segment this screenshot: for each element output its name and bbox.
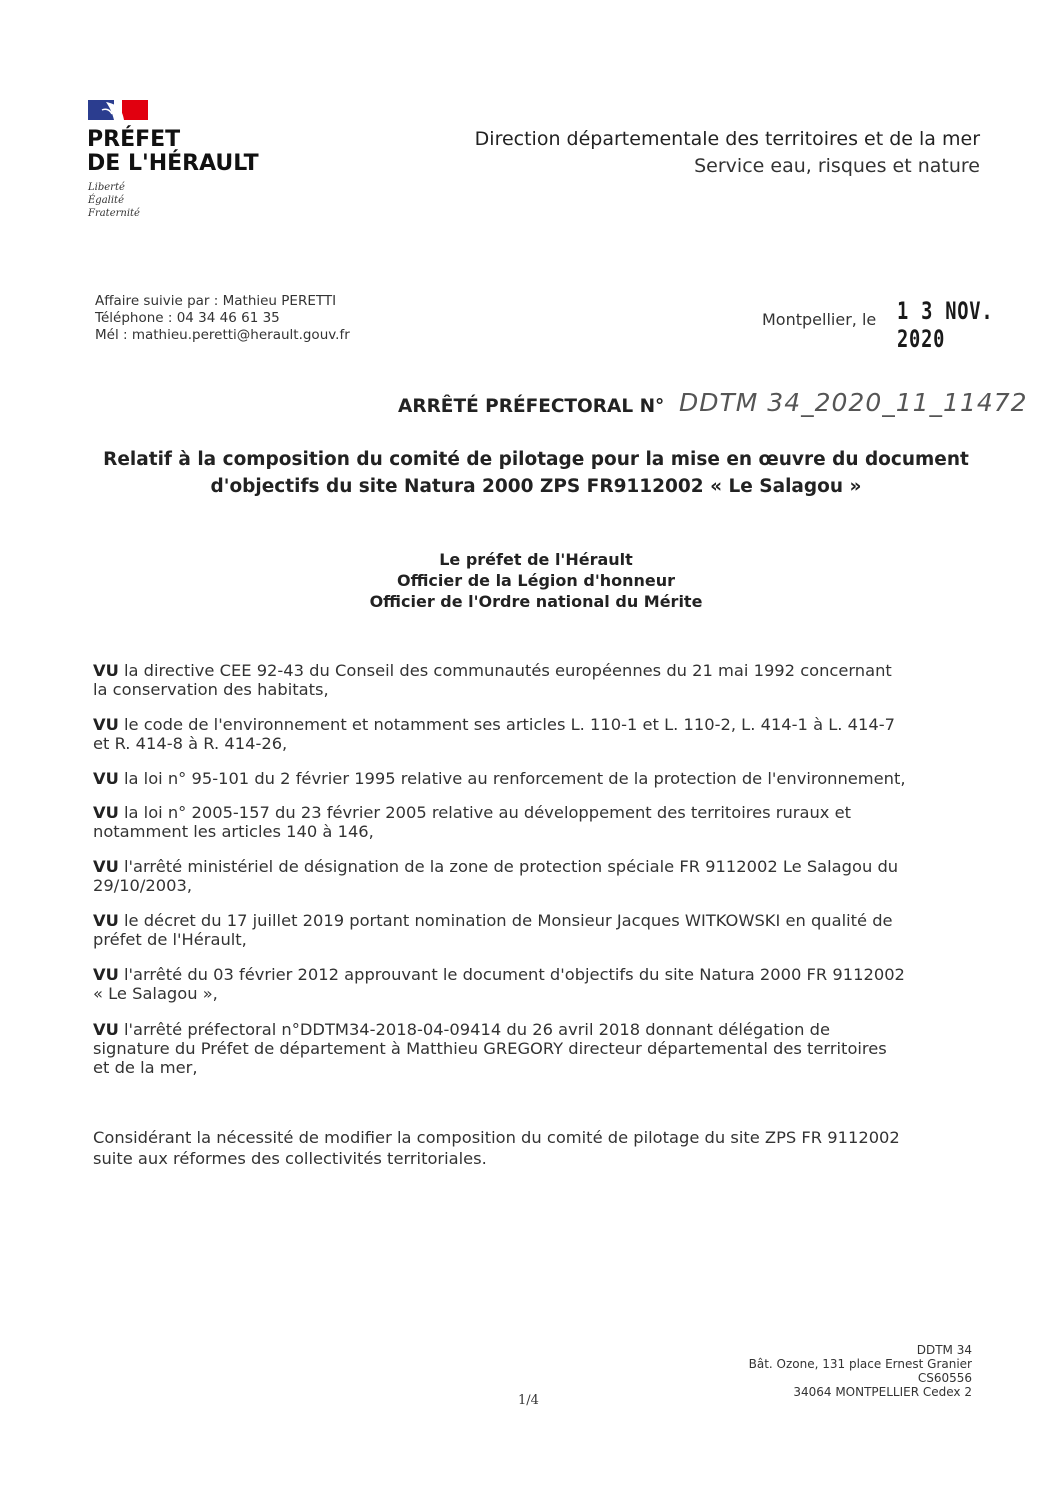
date-stamp: 1 3 NOV. 2020 <box>897 297 994 353</box>
vu-text: la loi n° 2005-157 du 23 février 2005 relative au développement des territoires ruraux et <box>118 803 851 822</box>
vu-item <box>93 857 979 895</box>
vu-label: VU <box>93 803 119 822</box>
vu-text: 29/10/2003, <box>93 876 193 895</box>
vu-label: VU <box>93 661 119 680</box>
vu-label: VU <box>93 911 119 930</box>
footer-address <box>749 1343 972 1399</box>
considerant-paragraph <box>93 1127 979 1169</box>
vu-item <box>93 911 979 949</box>
vu-text: préfet de l'Hérault, <box>93 930 247 949</box>
motto-egalite: Égalité <box>88 195 124 206</box>
vu-text: l'arrêté préfectoral n°DDTM34-2018-04-09414 du 26 avril 2018 donnant délégation de <box>118 1020 830 1039</box>
vu-label: VU <box>93 857 119 876</box>
logo-prefet-line: PRÉFET <box>87 127 181 152</box>
motto-fraternite: Fraternité <box>88 208 140 219</box>
considerant-line-1: Considérant la nécessité de modifier la composition du comité de pilotage du site ZPS FR 9112002 <box>93 1128 900 1147</box>
vu-text: notamment les articles 140 à 146, <box>93 822 374 841</box>
service-title: Service eau, risques et nature <box>694 155 980 177</box>
vu-text: l'arrêté ministériel de désignation de la zone de protection spéciale FR 9112002 Le Salagou du <box>118 857 899 876</box>
footer-org: DDTM 34 <box>916 1343 972 1357</box>
arrete-number-handwritten: DDTM 34_2020_11_11472 <box>679 388 1028 417</box>
contact-email: Mél : mathieu.peretti@herault.gouv.fr <box>95 327 350 343</box>
prefet-title-legion: Officier de la Légion d'honneur <box>396 571 676 590</box>
vu-text: la directive CEE 92-43 du Conseil des communautés européennes du 21 mai 1992 concernant <box>118 661 892 680</box>
marianne-flag-logo <box>88 98 148 122</box>
vu-text: la conservation des habitats, <box>93 680 329 699</box>
footer-city: 34064 MONTPELLIER Cedex 2 <box>793 1385 972 1399</box>
vu-text: la loi n° 95-101 du 2 février 1995 relative au renforcement de la protection de l'environnement, <box>118 769 906 788</box>
footer-cs: CS60556 <box>917 1371 972 1385</box>
prefet-name: Le préfet de l'Hérault <box>439 550 633 569</box>
vu-label: VU <box>93 965 119 984</box>
logo-herault-line: DE L'HÉRAULT <box>87 151 259 176</box>
contact-phone: Téléphone : 04 34 46 61 35 <box>95 310 280 326</box>
vu-text: et de la mer, <box>93 1058 198 1077</box>
vu-text: l'arrêté du 03 février 2012 approuvant le document d'objectifs du site Natura 2000 FR 9112002 <box>118 965 905 984</box>
vu-item <box>93 803 979 841</box>
arrete-label: ARRÊTÉ PRÉFECTORAL N° <box>398 396 665 417</box>
vu-item <box>93 1020 979 1077</box>
page-number: 1/4 <box>518 1393 539 1408</box>
vu-label: VU <box>93 1020 119 1039</box>
vu-label: VU <box>93 769 119 788</box>
considerant-line-2: suite aux réformes des collectivités territoriales. <box>93 1149 487 1168</box>
vu-item <box>93 715 979 753</box>
subject-line-2: d'objectifs du site Natura 2000 ZPS FR9112002 « Le Salagou » <box>210 476 862 497</box>
vu-text: signature du Préfet de département à Matthieu GREGORY directeur départemental des territoires <box>93 1039 887 1058</box>
vu-item <box>93 965 979 1003</box>
vu-text: le code de l'environnement et notamment ses articles L. 110-1 et L. 110-2, L. 414-1 à L. 414-7 <box>118 715 895 734</box>
direction-title: Direction départementale des territoires et de la mer <box>474 128 980 150</box>
vu-text: et R. 414-8 à R. 414-26, <box>93 734 288 753</box>
place-label: Montpellier, le <box>762 310 877 329</box>
vu-label: VU <box>93 715 119 734</box>
contact-followed-by: Affaire suivie par : Mathieu PERETTI <box>95 293 337 309</box>
vu-item <box>93 661 979 699</box>
subject-line-1: Relatif à la composition du comité de pilotage pour la mise en œuvre du document <box>103 449 969 470</box>
footer-street: Bât. Ozone, 131 place Ernest Granier <box>748 1357 972 1371</box>
vu-item <box>93 769 979 788</box>
vu-text: le décret du 17 juillet 2019 portant nomination de Monsieur Jacques WITKOWSKI en qualité de <box>118 911 893 930</box>
vu-text: « Le Salagou », <box>93 984 218 1003</box>
motto-liberte: Liberté <box>88 182 125 193</box>
prefet-title-merite: Officier de l'Ordre national du Mérite <box>369 592 703 611</box>
